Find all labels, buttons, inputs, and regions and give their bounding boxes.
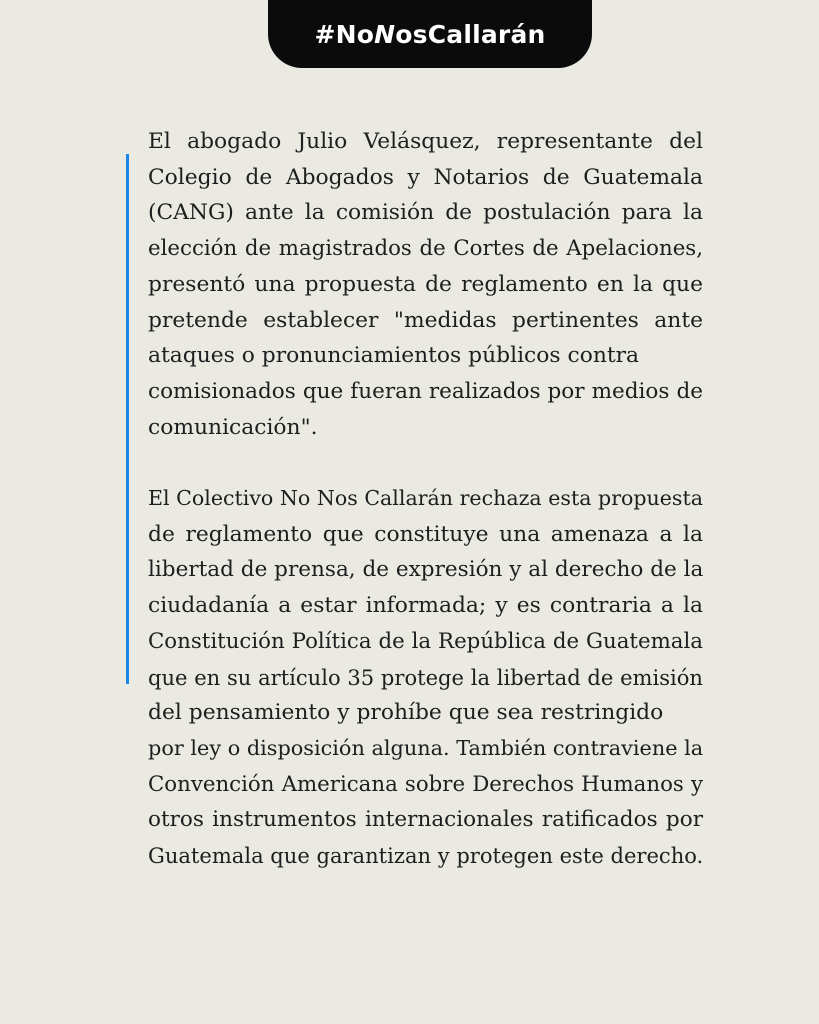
text-line: El abogado Julio Velásquez, representante del bbox=[148, 129, 703, 154]
paragraph-1 bbox=[148, 124, 703, 445]
text-line: Guatemala que garantizan y protegen este derecho. bbox=[148, 843, 704, 869]
text-line: El Colectivo No Nos Callarán rechaza esta propuesta bbox=[148, 486, 703, 511]
hashtag-banner bbox=[268, 0, 592, 68]
text-line: pretende establecer "medidas pertinentes ante bbox=[148, 307, 703, 333]
statement-text bbox=[148, 124, 703, 874]
text-line: libertad de prensa, de expresión y al derecho de la bbox=[148, 557, 704, 583]
text-line: que en su artículo 35 protege la libertad de emisión bbox=[148, 664, 703, 690]
text-line: (CANG) ante la comisión de postulación para la bbox=[148, 200, 703, 226]
hashtag-title: #NoNosCallarán bbox=[314, 19, 546, 49]
paragraph-2 bbox=[148, 481, 703, 874]
text-line: por ley o disposición alguna. También contraviene la bbox=[148, 735, 704, 760]
text-line: Convención Americana sobre Derechos Humanos y bbox=[148, 771, 703, 797]
text-line: del pensamiento y prohíbe que sea restringido bbox=[148, 700, 664, 726]
text-line: Colegio de Abogados y Notarios de Guatemala bbox=[148, 164, 703, 190]
text-line: comisionados que fueran realizados por medios de bbox=[148, 378, 703, 404]
text-line: Constitución Política de la República de Guatemala bbox=[148, 628, 703, 654]
text-line: otros instrumentos internacionales ratificados por bbox=[148, 807, 703, 833]
text-line: de reglamento que constituye una amenaza a la bbox=[148, 521, 703, 547]
text-line: comunicación". bbox=[148, 414, 318, 440]
text-line: elección de magistrados de Cortes de Apelaciones, bbox=[148, 236, 703, 262]
accent-bar bbox=[126, 154, 129, 684]
text-line: ataques o pronunciamientos públicos contra bbox=[148, 343, 640, 369]
text-line: ciudadanía a estar informada; y es contraria a la bbox=[148, 593, 703, 619]
text-line: presentó una propuesta de reglamento en la que bbox=[148, 271, 703, 297]
